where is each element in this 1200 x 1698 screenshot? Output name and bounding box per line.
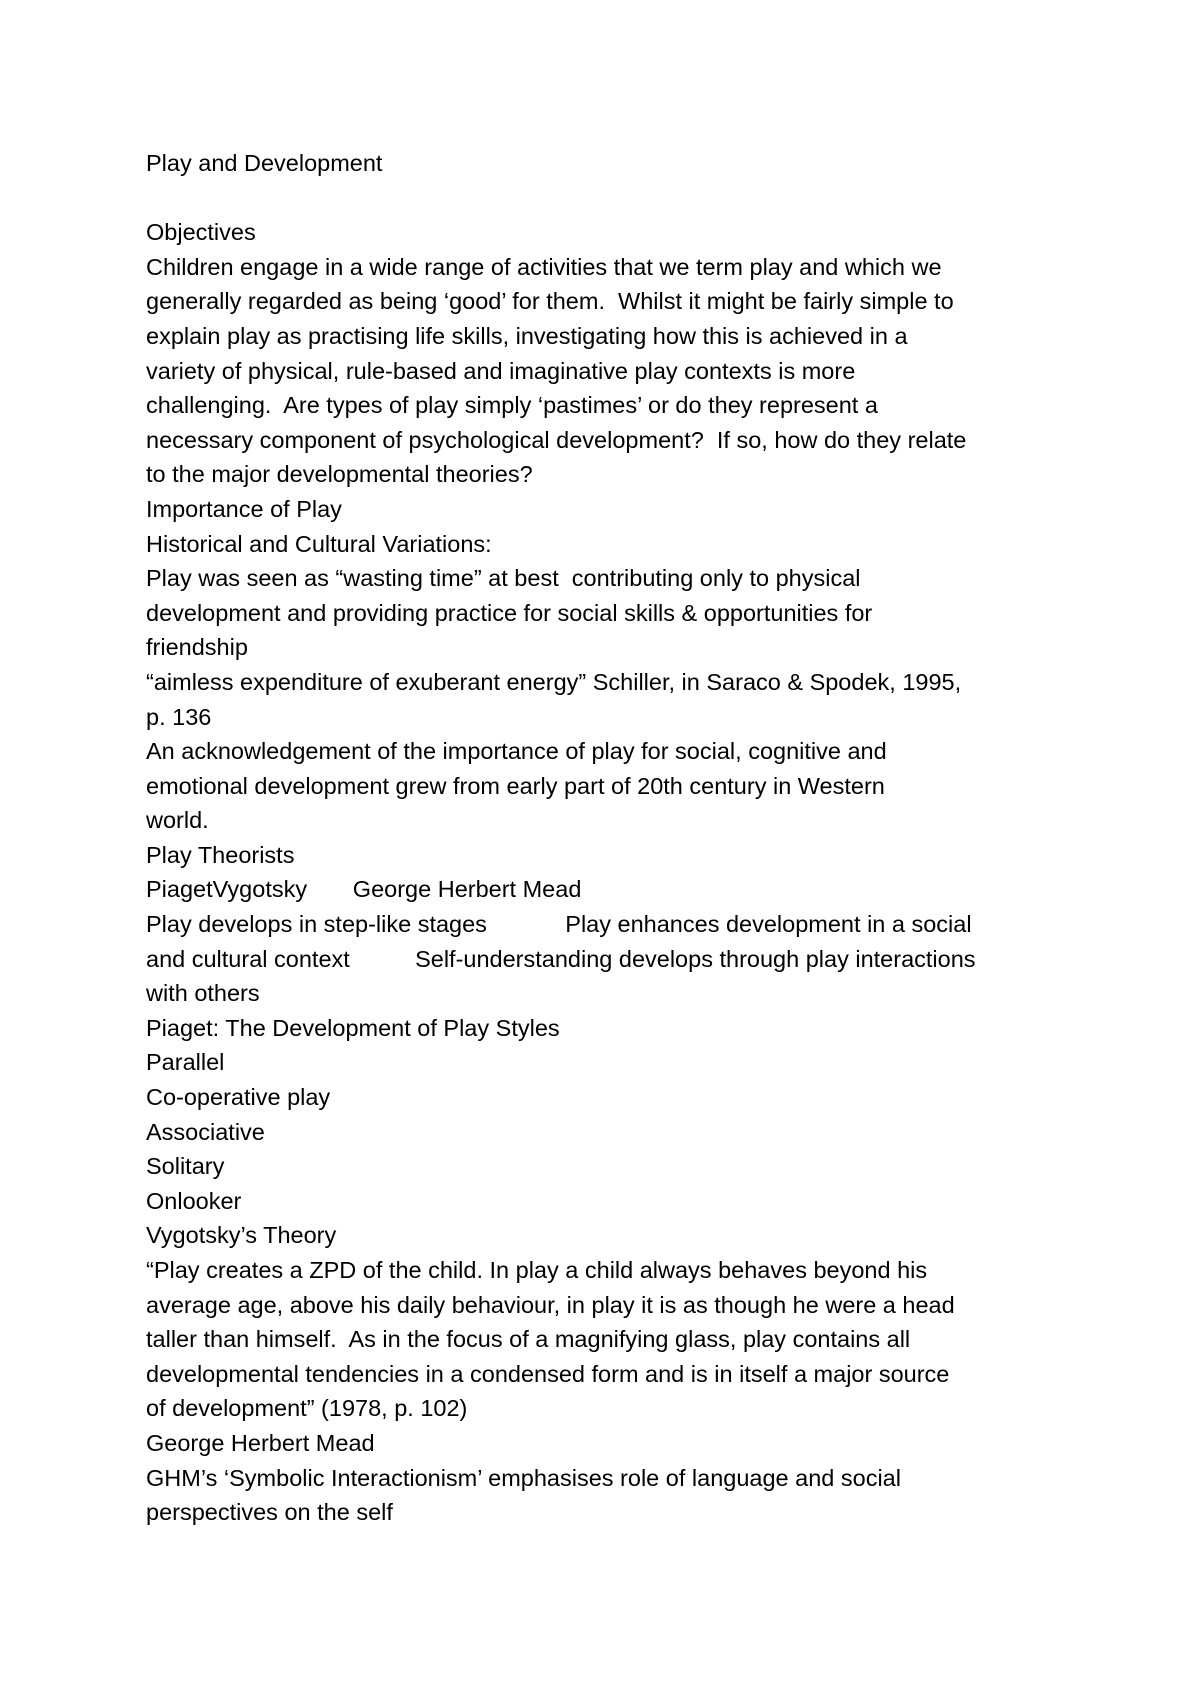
heading-historical-variations: Historical and Cultural Variations:: [146, 530, 492, 557]
theorists-names-line: PiagetVygotsky George Herbert Mead: [146, 876, 582, 903]
heading-objectives: Objectives: [146, 219, 256, 246]
vygotsky-quote-line: developmental tendencies in a condensed form and is in itself a major source: [146, 1360, 950, 1387]
acknowledgement-text-line: An acknowledgement of the importance of play for social, cognitive and: [146, 738, 887, 765]
objectives-text-line: Children engage in a wide range of activities that we term play and which we: [146, 253, 942, 280]
historical-text-line: friendship: [146, 634, 248, 661]
vygotsky-quote-line: taller than himself. As in the focus of a magnifying glass, play contains all: [146, 1326, 911, 1353]
schiller-quote-line: p. 136: [146, 703, 212, 730]
play-style-item: Parallel: [146, 1049, 225, 1076]
vygotsky-quote-line: of development” (1978, p. 102): [146, 1395, 468, 1422]
historical-text-line: Play was seen as “wasting time” at best contributing only to physical: [146, 565, 861, 592]
theorists-text-line: with others: [146, 980, 260, 1007]
document-title: Play and Development: [146, 150, 383, 176]
play-style-item: Co-operative play: [146, 1084, 331, 1111]
play-style-item: Associative: [146, 1118, 265, 1145]
objectives-text-line: explain play as practising life skills, investigating how this is achieved in a: [146, 322, 908, 349]
theorists-text-line: Play develops in step-like stages Play enhances development in a social: [146, 911, 972, 938]
heading-play-theorists: Play Theorists: [146, 841, 295, 868]
objectives-text-line: generally regarded as being ‘good’ for them. Whilst it might be fairly simple to: [146, 288, 954, 315]
vygotsky-quote-line: average age, above his daily behaviour, in play it is as though he were a head: [146, 1291, 955, 1318]
objectives-text-line: necessary component of psychological development? If so, how do they relate: [146, 426, 967, 453]
objectives-text-line: challenging. Are types of play simply ‘pastimes’ or do they represent a: [146, 392, 878, 419]
objectives-text-line: variety of physical, rule-based and imaginative play contexts is more: [146, 357, 856, 384]
mead-text-line: perspectives on the self: [146, 1499, 393, 1526]
play-style-item: Onlooker: [146, 1187, 242, 1214]
heading-importance-of-play: Importance of Play: [146, 495, 342, 522]
vygotsky-quote-line: “Play creates a ZPD of the child. In play a child always behaves beyond his: [146, 1257, 928, 1283]
play-style-item: Solitary: [146, 1153, 225, 1180]
acknowledgement-text-line: world.: [146, 807, 209, 834]
document-body: [146, 146, 1076, 1530]
historical-text-line: development and providing practice for social skills & opportunities for: [146, 599, 873, 626]
objectives-text-line: to the major developmental theories?: [146, 461, 533, 488]
schiller-quote-line: “aimless expenditure of exuberant energy” Schiller, in Saraco & Spodek, 1995,: [146, 668, 962, 695]
mead-text-line: GHM’s ‘Symbolic Interactionism’ emphasises role of language and social: [146, 1464, 901, 1491]
theorists-text-line: and cultural context Self-understanding develops through play interactions: [146, 945, 976, 972]
heading-george-herbert-mead: George Herbert Mead: [146, 1429, 375, 1456]
heading-vygotsky-theory: Vygotsky’s Theory: [146, 1222, 337, 1249]
heading-piaget-play-styles: Piaget: The Development of Play Styles: [146, 1014, 560, 1041]
acknowledgement-text-line: emotional development grew from early part of 20th century in Western: [146, 772, 885, 799]
